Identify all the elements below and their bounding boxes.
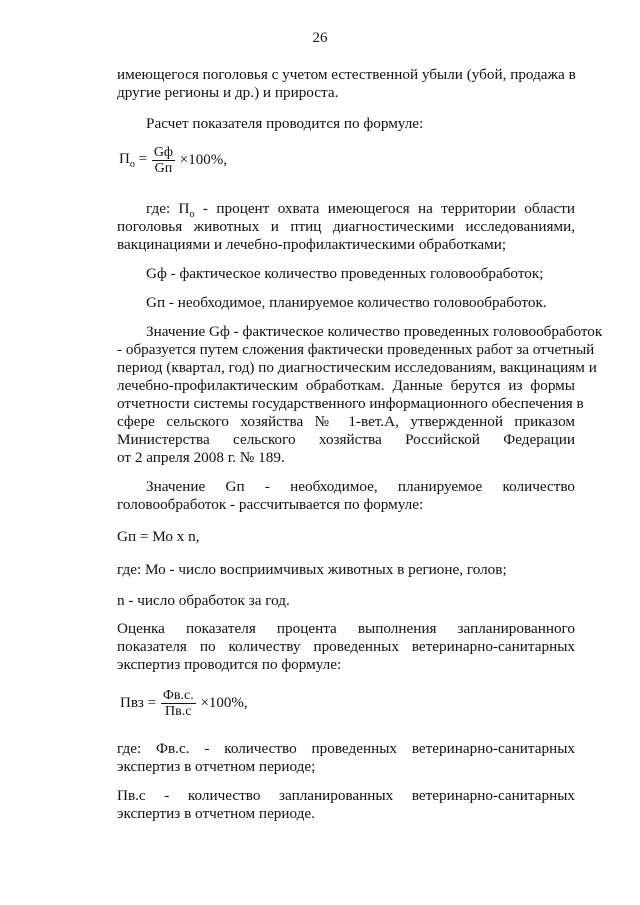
definition-mo: где: Мо - число восприимчивых животных в регионе, голов; [117,561,507,578]
paragraph-1-line-1: имеющегося поголовья с учетом естественной убыли (убой, продажа в [117,66,576,83]
fraction-3 [161,688,196,719]
formula-lhs-sub: о [129,159,135,170]
fraction-3-numerator: Фв.с. [162,688,194,703]
formula-intro: Расчет показателя проводится по формуле: [146,115,424,132]
definition-p0-rest: - процент охвата имеющегося на территории области [194,200,575,217]
paragraph-expertise-line-1: Оценка показателя процента выполнения запланированного [117,620,575,637]
paragraph-gf-line-6: сфере сельского хозяйства № 1-вет.А, утвержденной приказом [117,413,575,430]
fraction-denominator: Gп [154,161,173,176]
page-number: 26 [312,30,328,46]
paragraph-1-line-2: другие регионы и др.) и прироста. [117,84,339,101]
formula-3-equals: = [143,695,157,711]
definition-p0-line-3: вакцинациями и лечебно-профилактическими обработками; [117,236,507,253]
paragraph-gf-line-4: лечебно-профилактическим обработкам. Данные берутся из формы [117,377,575,394]
fraction [152,145,175,176]
definition-n: n - число обработок за год. [117,592,290,609]
paragraph-gf-line-7: Министерства сельского хозяйства Российской Федерации [117,431,575,448]
definition-fvs-line-1: где: Фв.с. - количество проведенных ветеринарно-санитарных [117,740,575,757]
definition-p0-line-2: поголовья животных и птиц диагностическими исследованиями, [117,218,575,235]
paragraph-gf-line-1: Значение Gф - фактическое количество проведенных головообработок [146,323,603,340]
paragraph-gf-line-2: - образуется путем сложения фактически проведенных работ за отчетный [117,341,595,358]
formula-expertise [120,688,248,719]
definition-p0-lead: где: П [146,200,190,217]
fraction-numerator: Gф [153,145,173,160]
paragraph-gp-line-1: Значение Gп - необходимое, планируемое количество [146,478,575,495]
definition-fvs-line-2: экспертиз в отчетном периоде; [117,758,316,775]
formula-gp: Gп = Мо х n, [117,528,200,545]
formula-3-rhs: ×100%, [200,695,248,711]
paragraph-gp-line-2: головообработок - рассчитывается по формуле: [117,496,424,513]
paragraph-gf-line-8: от 2 апреля 2008 г. № 189. [117,449,285,466]
definition-gf: Gф - фактическое количество проведенных головообработок; [146,265,544,282]
formula-lhs: П [119,151,130,167]
formula-equals: = [134,151,148,167]
definition-gp: Gп - необходимое, планируемое количество головообработок. [146,294,547,311]
paragraph-expertise-line-3: экспертиз проводится по формуле: [117,656,342,673]
definition-pvs-line-2: экспертиз в отчетном периоде. [117,805,315,822]
paragraph-gf-line-3: период (квартал, год) по диагностическим исследованиям, вакцинациям и [117,359,597,376]
paragraph-gf-line-5: отчетности системы государственного информационного обеспечения в [117,395,584,412]
formula-rhs: ×100%, [179,152,227,168]
formula-coverage [119,145,227,176]
fraction-3-denominator: Пв.с [165,704,192,719]
definition-p0-sub: о [189,209,195,221]
paragraph-expertise-line-2: показателя по количеству проведенных ветеринарно-санитарных [117,638,575,655]
definition-pvs-line-1: Пв.с - количество запланированных ветеринарно-санитарных [117,787,575,804]
formula-3-lhs: Пвз [120,695,144,711]
